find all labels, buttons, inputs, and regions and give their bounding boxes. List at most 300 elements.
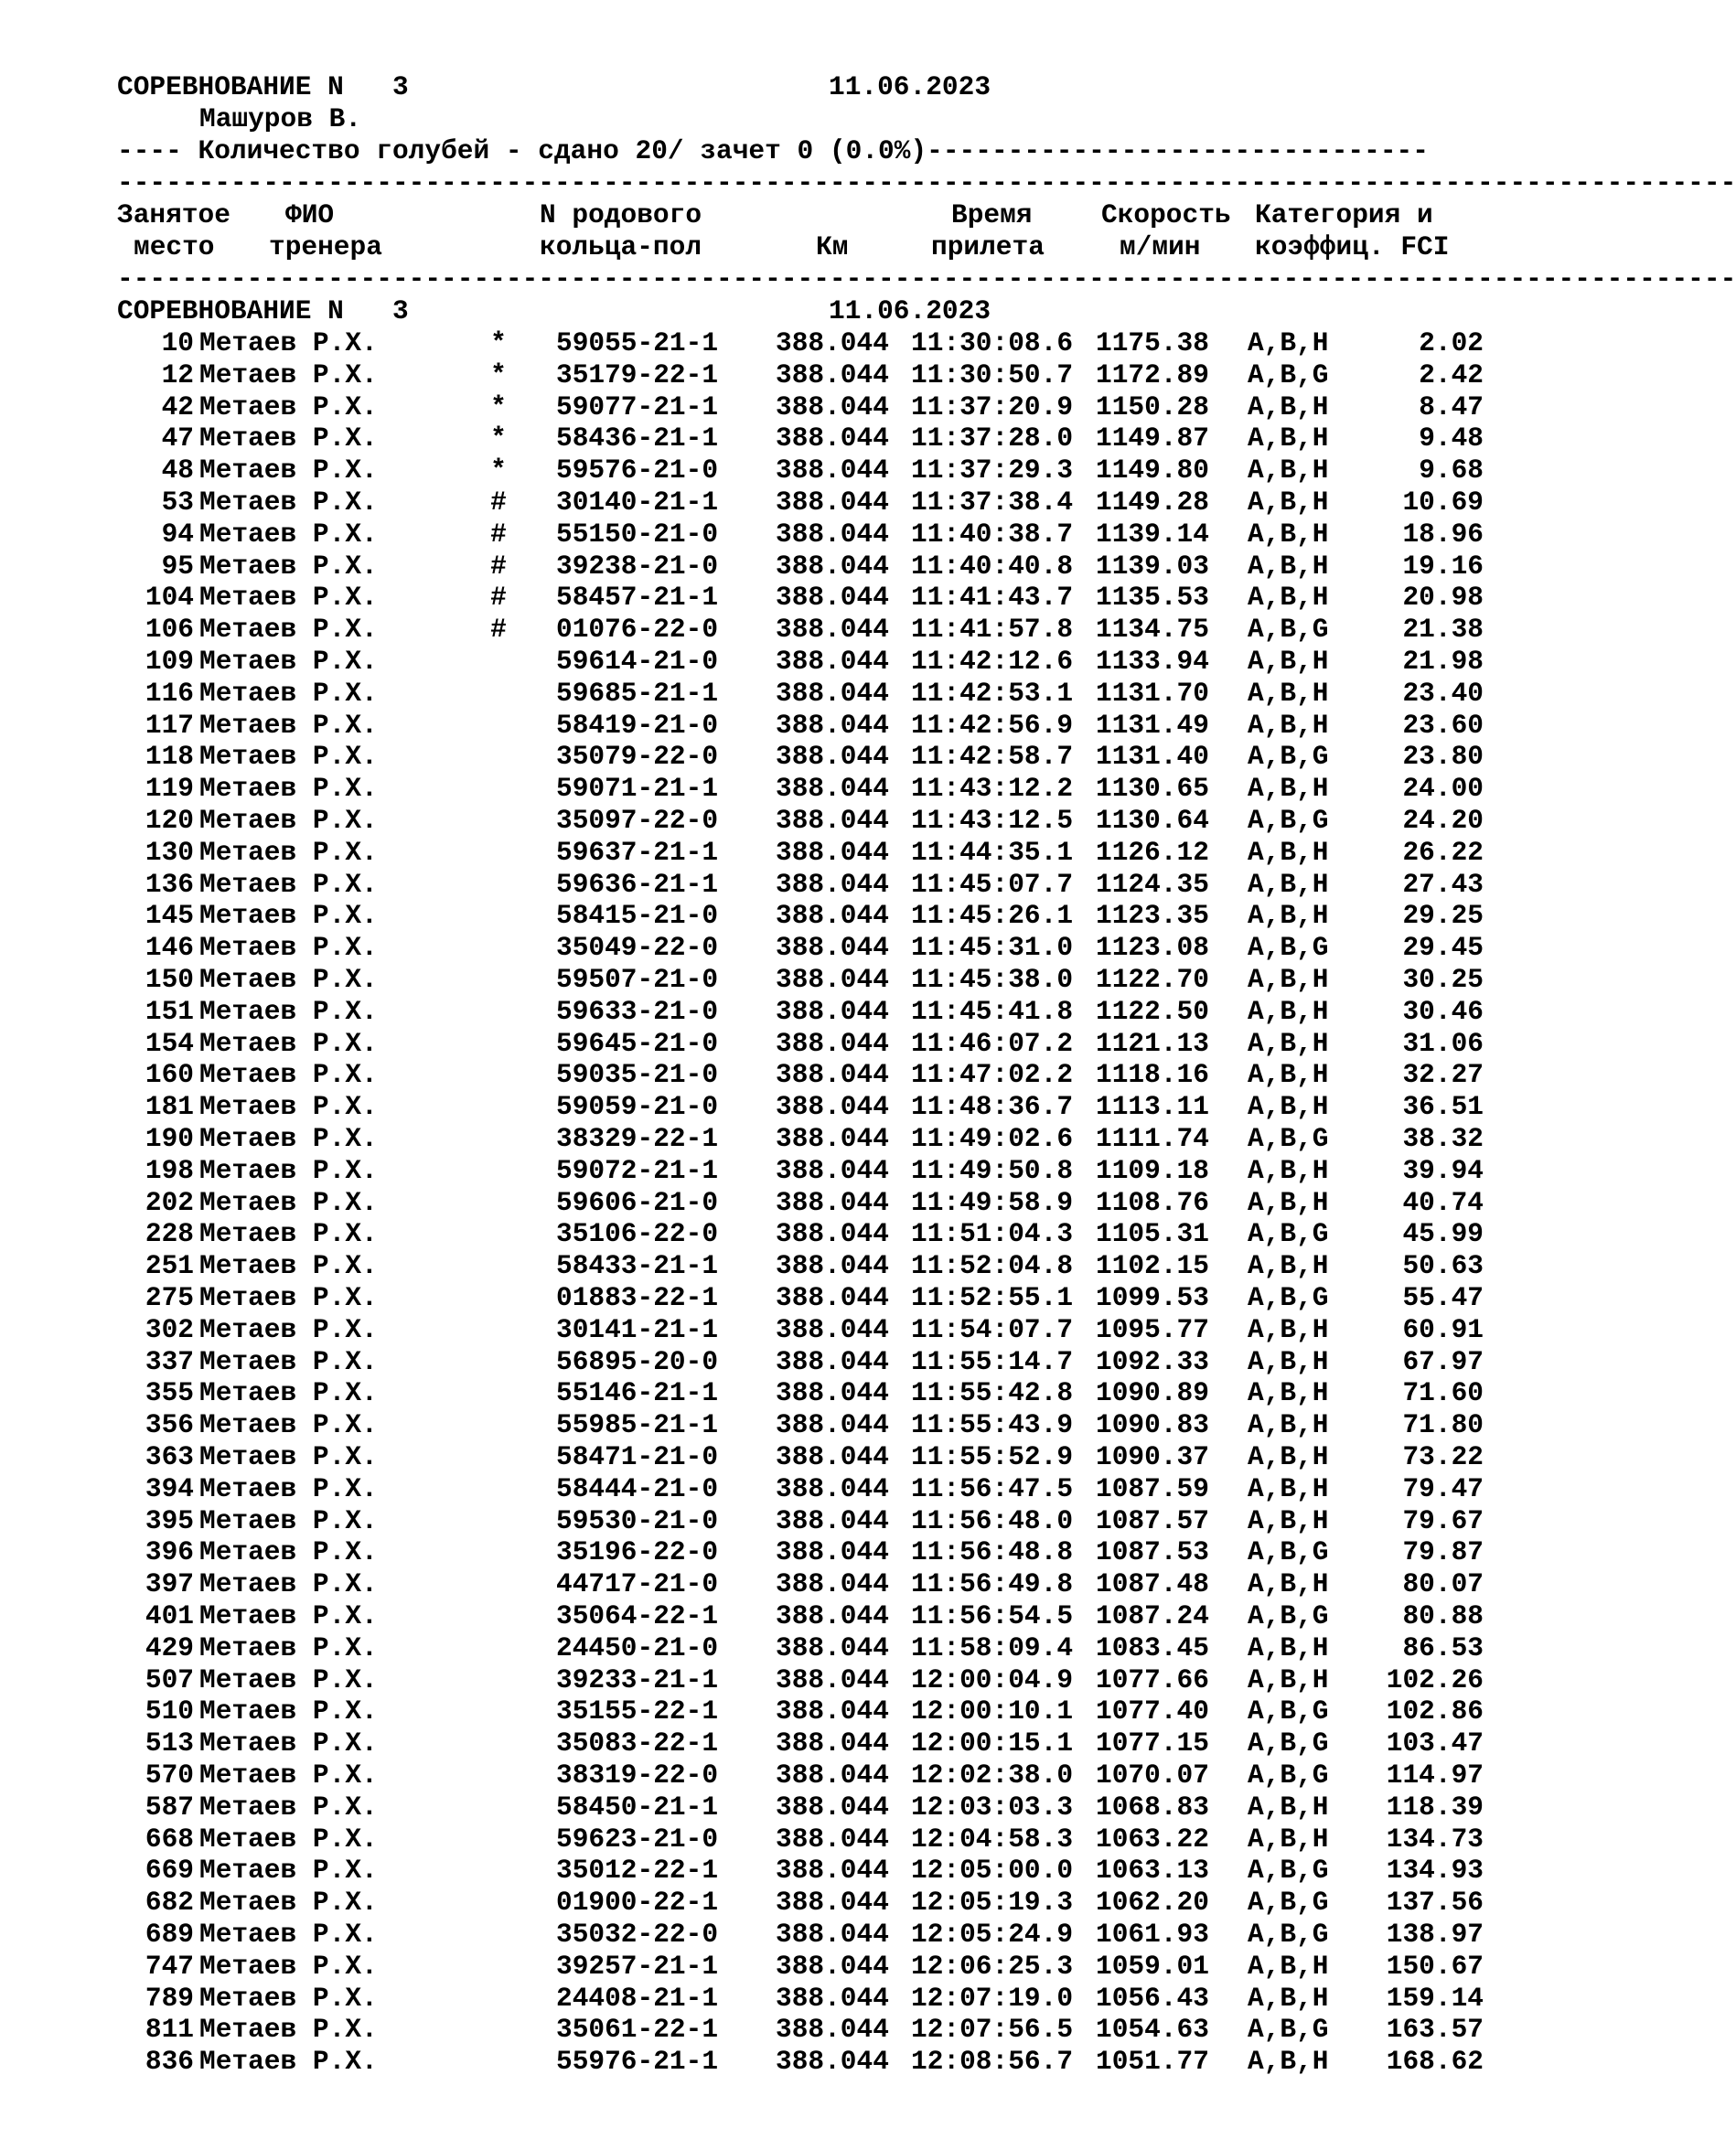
col-cat-1: Категория и — [1255, 199, 1433, 230]
row-speed: 1139.03 — [1096, 550, 1209, 582]
row-category: A,B,H — [1248, 1631, 1329, 1663]
row-place: 146 — [145, 932, 194, 964]
row-fci-coef: 9.68 — [1419, 455, 1484, 487]
row-arrival-time: 11:49:58.9 — [911, 1186, 1074, 1218]
row-category: A,B,G — [1248, 1727, 1329, 1759]
row-distance-km: 388.044 — [776, 1313, 889, 1345]
row-category: A,B,G — [1248, 1695, 1329, 1727]
row-fci-coef: 79.87 — [1402, 1536, 1484, 1568]
row-trainer-name: Метаев Р.Х. — [199, 550, 378, 582]
table-row — [0, 455, 1513, 487]
row-distance-km: 388.044 — [776, 805, 889, 836]
row-fci-coef: 102.26 — [1386, 1663, 1484, 1695]
row-speed: 1124.35 — [1096, 868, 1209, 900]
row-arrival-time: 11:44:35.1 — [911, 836, 1074, 868]
row-speed: 1099.53 — [1096, 1282, 1209, 1313]
row-fci-coef: 80.07 — [1402, 1568, 1484, 1600]
count-line: ---- Количество голубей - сдано 20/ зачет 0 (0.0%)------------------------------- — [117, 135, 1429, 166]
row-fci-coef: 79.67 — [1402, 1504, 1484, 1536]
row-distance-km: 388.044 — [776, 550, 889, 582]
row-arrival-time: 12:06:25.3 — [911, 1950, 1074, 1982]
row-distance-km: 388.044 — [776, 1695, 889, 1727]
row-ring-number: 59637-21-1 — [556, 836, 719, 868]
table-row — [0, 1791, 1513, 1823]
row-speed: 1130.65 — [1096, 773, 1209, 805]
row-speed: 1090.83 — [1096, 1409, 1209, 1441]
row-category: A,B,H — [1248, 1504, 1329, 1536]
row-distance-km: 388.044 — [776, 1027, 889, 1059]
row-speed: 1090.37 — [1096, 1441, 1209, 1472]
row-trainer-name: Метаев Р.Х. — [199, 1791, 378, 1823]
row-speed: 1118.16 — [1096, 1059, 1209, 1091]
row-speed: 1068.83 — [1096, 1791, 1209, 1823]
row-distance-km: 388.044 — [776, 327, 889, 358]
row-ring-number: 58471-21-0 — [556, 1441, 719, 1472]
row-mark: * — [490, 327, 507, 358]
row-ring-number: 39233-21-1 — [556, 1663, 719, 1695]
row-distance-km: 388.044 — [776, 741, 889, 773]
row-speed: 1113.11 — [1096, 1091, 1209, 1123]
row-fci-coef: 36.51 — [1402, 1091, 1484, 1123]
row-category: A,B,H — [1248, 582, 1329, 614]
table-row — [0, 1505, 1513, 1537]
table-row — [0, 773, 1513, 805]
row-place: 275 — [145, 1282, 194, 1313]
row-category: A,B,H — [1248, 1345, 1329, 1377]
row-speed: 1063.22 — [1096, 1823, 1209, 1855]
row-arrival-time: 11:58:09.4 — [911, 1631, 1074, 1663]
row-fci-coef: 80.88 — [1402, 1600, 1484, 1631]
table-row — [0, 1346, 1513, 1378]
row-category: A,B,H — [1248, 964, 1329, 995]
row-fci-coef: 163.57 — [1386, 2014, 1484, 2046]
row-trainer-name: Метаев Р.Х. — [199, 773, 378, 805]
table-row — [0, 1823, 1513, 1856]
col-place-1: Занятое — [117, 199, 230, 230]
row-arrival-time: 12:02:38.0 — [911, 1759, 1074, 1791]
row-speed: 1131.49 — [1096, 709, 1209, 741]
table-row — [0, 805, 1513, 837]
row-category: A,B,H — [1248, 327, 1329, 358]
row-place: 160 — [145, 1059, 194, 1091]
row-arrival-time: 12:00:10.1 — [911, 1695, 1074, 1727]
col-name-1: ФИО — [285, 199, 335, 230]
table-row — [0, 710, 1513, 742]
row-fci-coef: 50.63 — [1402, 1250, 1484, 1282]
row-arrival-time: 12:03:03.3 — [911, 1791, 1074, 1823]
row-fci-coef: 134.93 — [1386, 1855, 1484, 1887]
row-place: 356 — [145, 1409, 194, 1441]
row-arrival-time: 11:56:54.5 — [911, 1600, 1074, 1631]
row-distance-km: 388.044 — [776, 1441, 889, 1472]
row-place: 587 — [145, 1791, 194, 1823]
row-arrival-time: 11:30:50.7 — [911, 358, 1074, 390]
row-category: A,B,H — [1248, 487, 1329, 518]
row-speed: 1051.77 — [1096, 2046, 1209, 2078]
row-place: 119 — [145, 773, 194, 805]
row-trainer-name: Метаев Р.Х. — [199, 1950, 378, 1982]
table-row — [0, 1059, 1513, 1091]
row-ring-number: 01883-22-1 — [556, 1282, 719, 1313]
col-ring-1: N родового — [540, 199, 702, 230]
row-ring-number: 59623-21-0 — [556, 1823, 719, 1855]
row-arrival-time: 11:45:31.0 — [911, 932, 1074, 964]
row-category: A,B,H — [1248, 1950, 1329, 1982]
row-distance-km: 388.044 — [776, 709, 889, 741]
row-ring-number: 55985-21-1 — [556, 1409, 719, 1441]
row-ring-number: 59035-21-0 — [556, 1059, 719, 1091]
row-speed: 1087.48 — [1096, 1568, 1209, 1600]
row-speed: 1149.87 — [1096, 422, 1209, 455]
row-category: A,B,H — [1248, 1027, 1329, 1059]
row-trainer-name: Метаев Р.Х. — [199, 455, 378, 487]
row-fci-coef: 8.47 — [1419, 390, 1484, 422]
table-row — [0, 678, 1513, 710]
row-place: 151 — [145, 995, 194, 1027]
row-mark: # — [490, 487, 507, 518]
row-fci-coef: 71.60 — [1402, 1377, 1484, 1409]
row-trainer-name: Метаев Р.Х. — [199, 1759, 378, 1791]
row-speed: 1056.43 — [1096, 1982, 1209, 2014]
row-arrival-time: 12:07:56.5 — [911, 2014, 1074, 2046]
section-date: 11.06.2023 — [829, 295, 991, 326]
row-distance-km: 388.044 — [776, 1759, 889, 1791]
row-trainer-name: Метаев Р.Х. — [199, 1695, 378, 1727]
row-place: 682 — [145, 1887, 194, 1919]
row-category: A,B,H — [1248, 2046, 1329, 2078]
row-speed: 1123.35 — [1096, 900, 1209, 932]
row-speed: 1090.89 — [1096, 1377, 1209, 1409]
row-place: 668 — [145, 1823, 194, 1855]
row-category: A,B,H — [1248, 1823, 1329, 1855]
row-arrival-time: 11:55:52.9 — [911, 1441, 1074, 1472]
row-arrival-time: 11:37:29.3 — [911, 455, 1074, 487]
row-fci-coef: 30.46 — [1402, 995, 1484, 1027]
row-mark: # — [490, 614, 507, 646]
row-arrival-time: 11:52:55.1 — [911, 1282, 1074, 1313]
row-ring-number: 35179-22-1 — [556, 358, 719, 390]
row-arrival-time: 11:42:12.6 — [911, 646, 1074, 677]
row-place: 395 — [145, 1504, 194, 1536]
column-header-line-2 — [0, 231, 1513, 263]
row-arrival-time: 11:46:07.2 — [911, 1027, 1074, 1059]
row-trainer-name: Метаев Р.Х. — [199, 1186, 378, 1218]
row-arrival-time: 11:41:57.8 — [911, 614, 1074, 646]
row-speed: 1062.20 — [1096, 1887, 1209, 1919]
row-category: A,B,G — [1248, 1855, 1329, 1887]
row-place: 181 — [145, 1091, 194, 1123]
row-speed: 1149.80 — [1096, 455, 1209, 487]
row-trainer-name: Метаев Р.Х. — [199, 1345, 378, 1377]
row-ring-number: 39257-21-1 — [556, 1950, 719, 1982]
row-category: A,B,H — [1248, 1472, 1329, 1504]
row-arrival-time: 11:43:12.5 — [911, 805, 1074, 836]
row-place: 116 — [145, 677, 194, 709]
row-arrival-time: 11:30:08.6 — [911, 327, 1074, 358]
row-ring-number: 58436-21-1 — [556, 422, 719, 455]
row-speed: 1092.33 — [1096, 1345, 1209, 1377]
table-row — [0, 1091, 1513, 1123]
table-row — [0, 837, 1513, 869]
row-fci-coef: 168.62 — [1386, 2046, 1484, 2078]
row-trainer-name: Метаев Р.Х. — [199, 1568, 378, 1600]
row-trainer-name: Метаев Р.Х. — [199, 677, 378, 709]
row-distance-km: 388.044 — [776, 932, 889, 964]
row-place: 397 — [145, 1568, 194, 1600]
row-category: A,B,G — [1248, 2014, 1329, 2046]
row-trainer-name: Метаев Р.Х. — [199, 1282, 378, 1313]
row-ring-number: 58415-21-0 — [556, 900, 719, 932]
row-distance-km: 388.044 — [776, 1123, 889, 1154]
table-row — [0, 741, 1513, 773]
row-ring-number: 59645-21-0 — [556, 1027, 719, 1059]
row-distance-km: 388.044 — [776, 868, 889, 900]
row-fci-coef: 21.38 — [1402, 614, 1484, 646]
row-trainer-name: Метаев Р.Х. — [199, 1027, 378, 1059]
row-speed: 1070.07 — [1096, 1759, 1209, 1791]
row-arrival-time: 11:42:53.1 — [911, 677, 1074, 709]
row-fci-coef: 137.56 — [1386, 1887, 1484, 1919]
row-arrival-time: 11:42:56.9 — [911, 709, 1074, 741]
row-place: 95 — [161, 550, 194, 582]
table-row — [0, 1983, 1513, 2015]
row-trainer-name: Метаев Р.Х. — [199, 1887, 378, 1919]
table-row — [0, 519, 1513, 551]
row-distance-km: 388.044 — [776, 455, 889, 487]
table-row — [0, 1123, 1513, 1155]
row-ring-number: 01900-22-1 — [556, 1887, 719, 1919]
row-category: A,B,G — [1248, 1600, 1329, 1631]
table-row — [0, 1187, 1513, 1219]
row-speed: 1087.24 — [1096, 1600, 1209, 1631]
table-row — [0, 1887, 1513, 1919]
row-distance-km: 388.044 — [776, 1855, 889, 1887]
row-ring-number: 59072-21-1 — [556, 1154, 719, 1186]
row-category: A,B,H — [1248, 1377, 1329, 1409]
row-ring-number: 35064-22-1 — [556, 1600, 719, 1631]
row-place: 12 — [161, 358, 194, 390]
row-category: A,B,H — [1248, 836, 1329, 868]
row-place: 669 — [145, 1855, 194, 1887]
row-trainer-name: Метаев Р.Х. — [199, 1600, 378, 1631]
row-ring-number: 35061-22-1 — [556, 2014, 719, 2046]
row-trainer-name: Метаев Р.Х. — [199, 1123, 378, 1154]
row-place: 198 — [145, 1154, 194, 1186]
row-fci-coef: 26.22 — [1402, 836, 1484, 868]
row-arrival-time: 12:07:19.0 — [911, 1982, 1074, 2014]
table-row — [0, 1473, 1513, 1505]
row-trainer-name: Метаев Р.Х. — [199, 1441, 378, 1472]
col-name-2: тренера — [269, 231, 382, 262]
row-fci-coef: 24.00 — [1402, 773, 1484, 805]
row-trainer-name: Метаев Р.Х. — [199, 1631, 378, 1663]
row-category: A,B,H — [1248, 455, 1329, 487]
row-trainer-name: Метаев Р.Х. — [199, 1313, 378, 1345]
row-category: A,B,H — [1248, 550, 1329, 582]
table-row — [0, 422, 1513, 455]
row-fci-coef: 2.42 — [1419, 358, 1484, 390]
row-distance-km: 388.044 — [776, 390, 889, 422]
row-mark: * — [490, 455, 507, 487]
row-speed: 1108.76 — [1096, 1186, 1209, 1218]
row-ring-number: 01076-22-0 — [556, 614, 719, 646]
row-category: A,B,H — [1248, 1663, 1329, 1695]
row-trainer-name: Метаев Р.Х. — [199, 868, 378, 900]
row-distance-km: 388.044 — [776, 995, 889, 1027]
competition-title: СОРЕВНОВАНИЕ N 3 — [117, 71, 409, 102]
row-arrival-time: 11:47:02.2 — [911, 1059, 1074, 1091]
row-speed: 1087.59 — [1096, 1472, 1209, 1504]
table-row — [0, 359, 1513, 391]
row-category: A,B,H — [1248, 1059, 1329, 1091]
row-speed: 1131.40 — [1096, 741, 1209, 773]
row-trainer-name: Метаев Р.Х. — [199, 2046, 378, 2078]
row-speed: 1121.13 — [1096, 1027, 1209, 1059]
row-category: A,B,G — [1248, 741, 1329, 773]
row-ring-number: 58450-21-1 — [556, 1791, 719, 1823]
row-fci-coef: 67.97 — [1402, 1345, 1484, 1377]
table-row — [0, 1250, 1513, 1282]
col-time-2: прилета — [931, 231, 1045, 262]
table-row — [0, 614, 1513, 646]
table-row — [0, 1282, 1513, 1314]
row-distance-km: 388.044 — [776, 773, 889, 805]
row-speed: 1122.70 — [1096, 964, 1209, 995]
row-trainer-name: Метаев Р.Х. — [199, 1727, 378, 1759]
row-category: A,B,G — [1248, 1218, 1329, 1250]
row-speed: 1077.15 — [1096, 1727, 1209, 1759]
row-place: 120 — [145, 805, 194, 836]
row-ring-number: 59633-21-0 — [556, 995, 719, 1027]
row-distance-km: 388.044 — [776, 1791, 889, 1823]
row-arrival-time: 12:00:15.1 — [911, 1727, 1074, 1759]
table-row — [0, 1441, 1513, 1473]
row-distance-km: 388.044 — [776, 1091, 889, 1123]
row-distance-km: 388.044 — [776, 422, 889, 455]
row-speed: 1087.57 — [1096, 1504, 1209, 1536]
row-arrival-time: 11:56:47.5 — [911, 1472, 1074, 1504]
row-category: A,B,G — [1248, 1123, 1329, 1154]
row-trainer-name: Метаев Р.Х. — [199, 1154, 378, 1186]
row-category: A,B,H — [1248, 773, 1329, 805]
row-category: A,B,H — [1248, 1091, 1329, 1123]
row-arrival-time: 11:43:12.2 — [911, 773, 1074, 805]
row-category: A,B,G — [1248, 614, 1329, 646]
row-ring-number: 35049-22-0 — [556, 932, 719, 964]
row-arrival-time: 11:45:41.8 — [911, 995, 1074, 1027]
row-arrival-time: 11:40:40.8 — [911, 550, 1074, 582]
row-fci-coef: 10.69 — [1402, 487, 1484, 518]
row-arrival-time: 11:45:26.1 — [911, 900, 1074, 932]
row-arrival-time: 11:56:49.8 — [911, 1568, 1074, 1600]
row-fci-coef: 118.39 — [1386, 1791, 1484, 1823]
table-row — [0, 1855, 1513, 1887]
row-ring-number: 56895-20-0 — [556, 1345, 719, 1377]
row-place: 394 — [145, 1472, 194, 1504]
row-trainer-name: Метаев Р.Х. — [199, 422, 378, 455]
row-fci-coef: 2.02 — [1419, 327, 1484, 358]
row-category: A,B,H — [1248, 1441, 1329, 1472]
row-category: A,B,H — [1248, 518, 1329, 550]
row-place: 302 — [145, 1313, 194, 1345]
row-speed: 1149.28 — [1096, 487, 1209, 518]
row-ring-number: 58444-21-0 — [556, 1472, 719, 1504]
table-row — [0, 1632, 1513, 1664]
row-arrival-time: 11:55:43.9 — [911, 1409, 1074, 1441]
row-ring-number: 59614-21-0 — [556, 646, 719, 677]
row-fci-coef: 31.06 — [1402, 1027, 1484, 1059]
row-trainer-name: Метаев Р.Х. — [199, 1982, 378, 2014]
row-category: A,B,H — [1248, 995, 1329, 1027]
row-fci-coef: 27.43 — [1402, 868, 1484, 900]
row-trainer-name: Метаев Р.Х. — [199, 487, 378, 518]
row-category: A,B,H — [1248, 1982, 1329, 2014]
row-distance-km: 388.044 — [776, 646, 889, 677]
table-row — [0, 2046, 1513, 2078]
row-speed: 1109.18 — [1096, 1154, 1209, 1186]
col-cat-2: коэффиц. FCI — [1255, 231, 1450, 262]
row-trainer-name: Метаев Р.Х. — [199, 582, 378, 614]
row-mark: * — [490, 390, 507, 422]
row-fci-coef: 55.47 — [1402, 1282, 1484, 1313]
col-ring-2: кольца-пол — [540, 231, 702, 262]
row-fci-coef: 39.94 — [1402, 1154, 1484, 1186]
row-place: 150 — [145, 964, 194, 995]
row-distance-km: 388.044 — [776, 1950, 889, 1982]
row-category: A,B,G — [1248, 1536, 1329, 1568]
row-trainer-name: Метаев Р.Х. — [199, 1218, 378, 1250]
row-fci-coef: 45.99 — [1402, 1218, 1484, 1250]
row-category: A,B,H — [1248, 1568, 1329, 1600]
row-place: 251 — [145, 1250, 194, 1282]
row-fci-coef: 20.98 — [1402, 582, 1484, 614]
row-distance-km: 388.044 — [776, 1919, 889, 1950]
row-trainer-name: Метаев Р.Х. — [199, 1823, 378, 1855]
row-arrival-time: 11:56:48.0 — [911, 1504, 1074, 1536]
table-row — [0, 487, 1513, 519]
row-trainer-name: Метаев Р.Х. — [199, 1536, 378, 1568]
row-category: A,B,H — [1248, 868, 1329, 900]
row-mark: # — [490, 550, 507, 582]
row-distance-km: 388.044 — [776, 2046, 889, 2078]
row-distance-km: 388.044 — [776, 582, 889, 614]
row-ring-number: 35097-22-0 — [556, 805, 719, 836]
row-fci-coef: 30.25 — [1402, 964, 1484, 995]
table-row — [0, 646, 1513, 678]
row-arrival-time: 11:40:38.7 — [911, 518, 1074, 550]
row-speed: 1111.74 — [1096, 1123, 1209, 1154]
row-distance-km: 388.044 — [776, 487, 889, 518]
row-distance-km: 388.044 — [776, 1472, 889, 1504]
row-ring-number: 59071-21-1 — [556, 773, 719, 805]
row-arrival-time: 11:42:58.7 — [911, 741, 1074, 773]
table-row — [0, 551, 1513, 583]
row-fci-coef: 138.97 — [1386, 1919, 1484, 1950]
row-trainer-name: Метаев Р.Х. — [199, 1919, 378, 1950]
row-speed: 1172.89 — [1096, 358, 1209, 390]
table-row — [0, 932, 1513, 964]
row-place: 510 — [145, 1695, 194, 1727]
row-distance-km: 388.044 — [776, 1186, 889, 1218]
row-ring-number: 55150-21-0 — [556, 518, 719, 550]
row-distance-km: 388.044 — [776, 1536, 889, 1568]
row-distance-km: 388.044 — [776, 1727, 889, 1759]
row-ring-number: 59606-21-0 — [556, 1186, 719, 1218]
row-place: 154 — [145, 1027, 194, 1059]
row-distance-km: 388.044 — [776, 1282, 889, 1313]
row-fci-coef: 134.73 — [1386, 1823, 1484, 1855]
table-row — [0, 964, 1513, 996]
